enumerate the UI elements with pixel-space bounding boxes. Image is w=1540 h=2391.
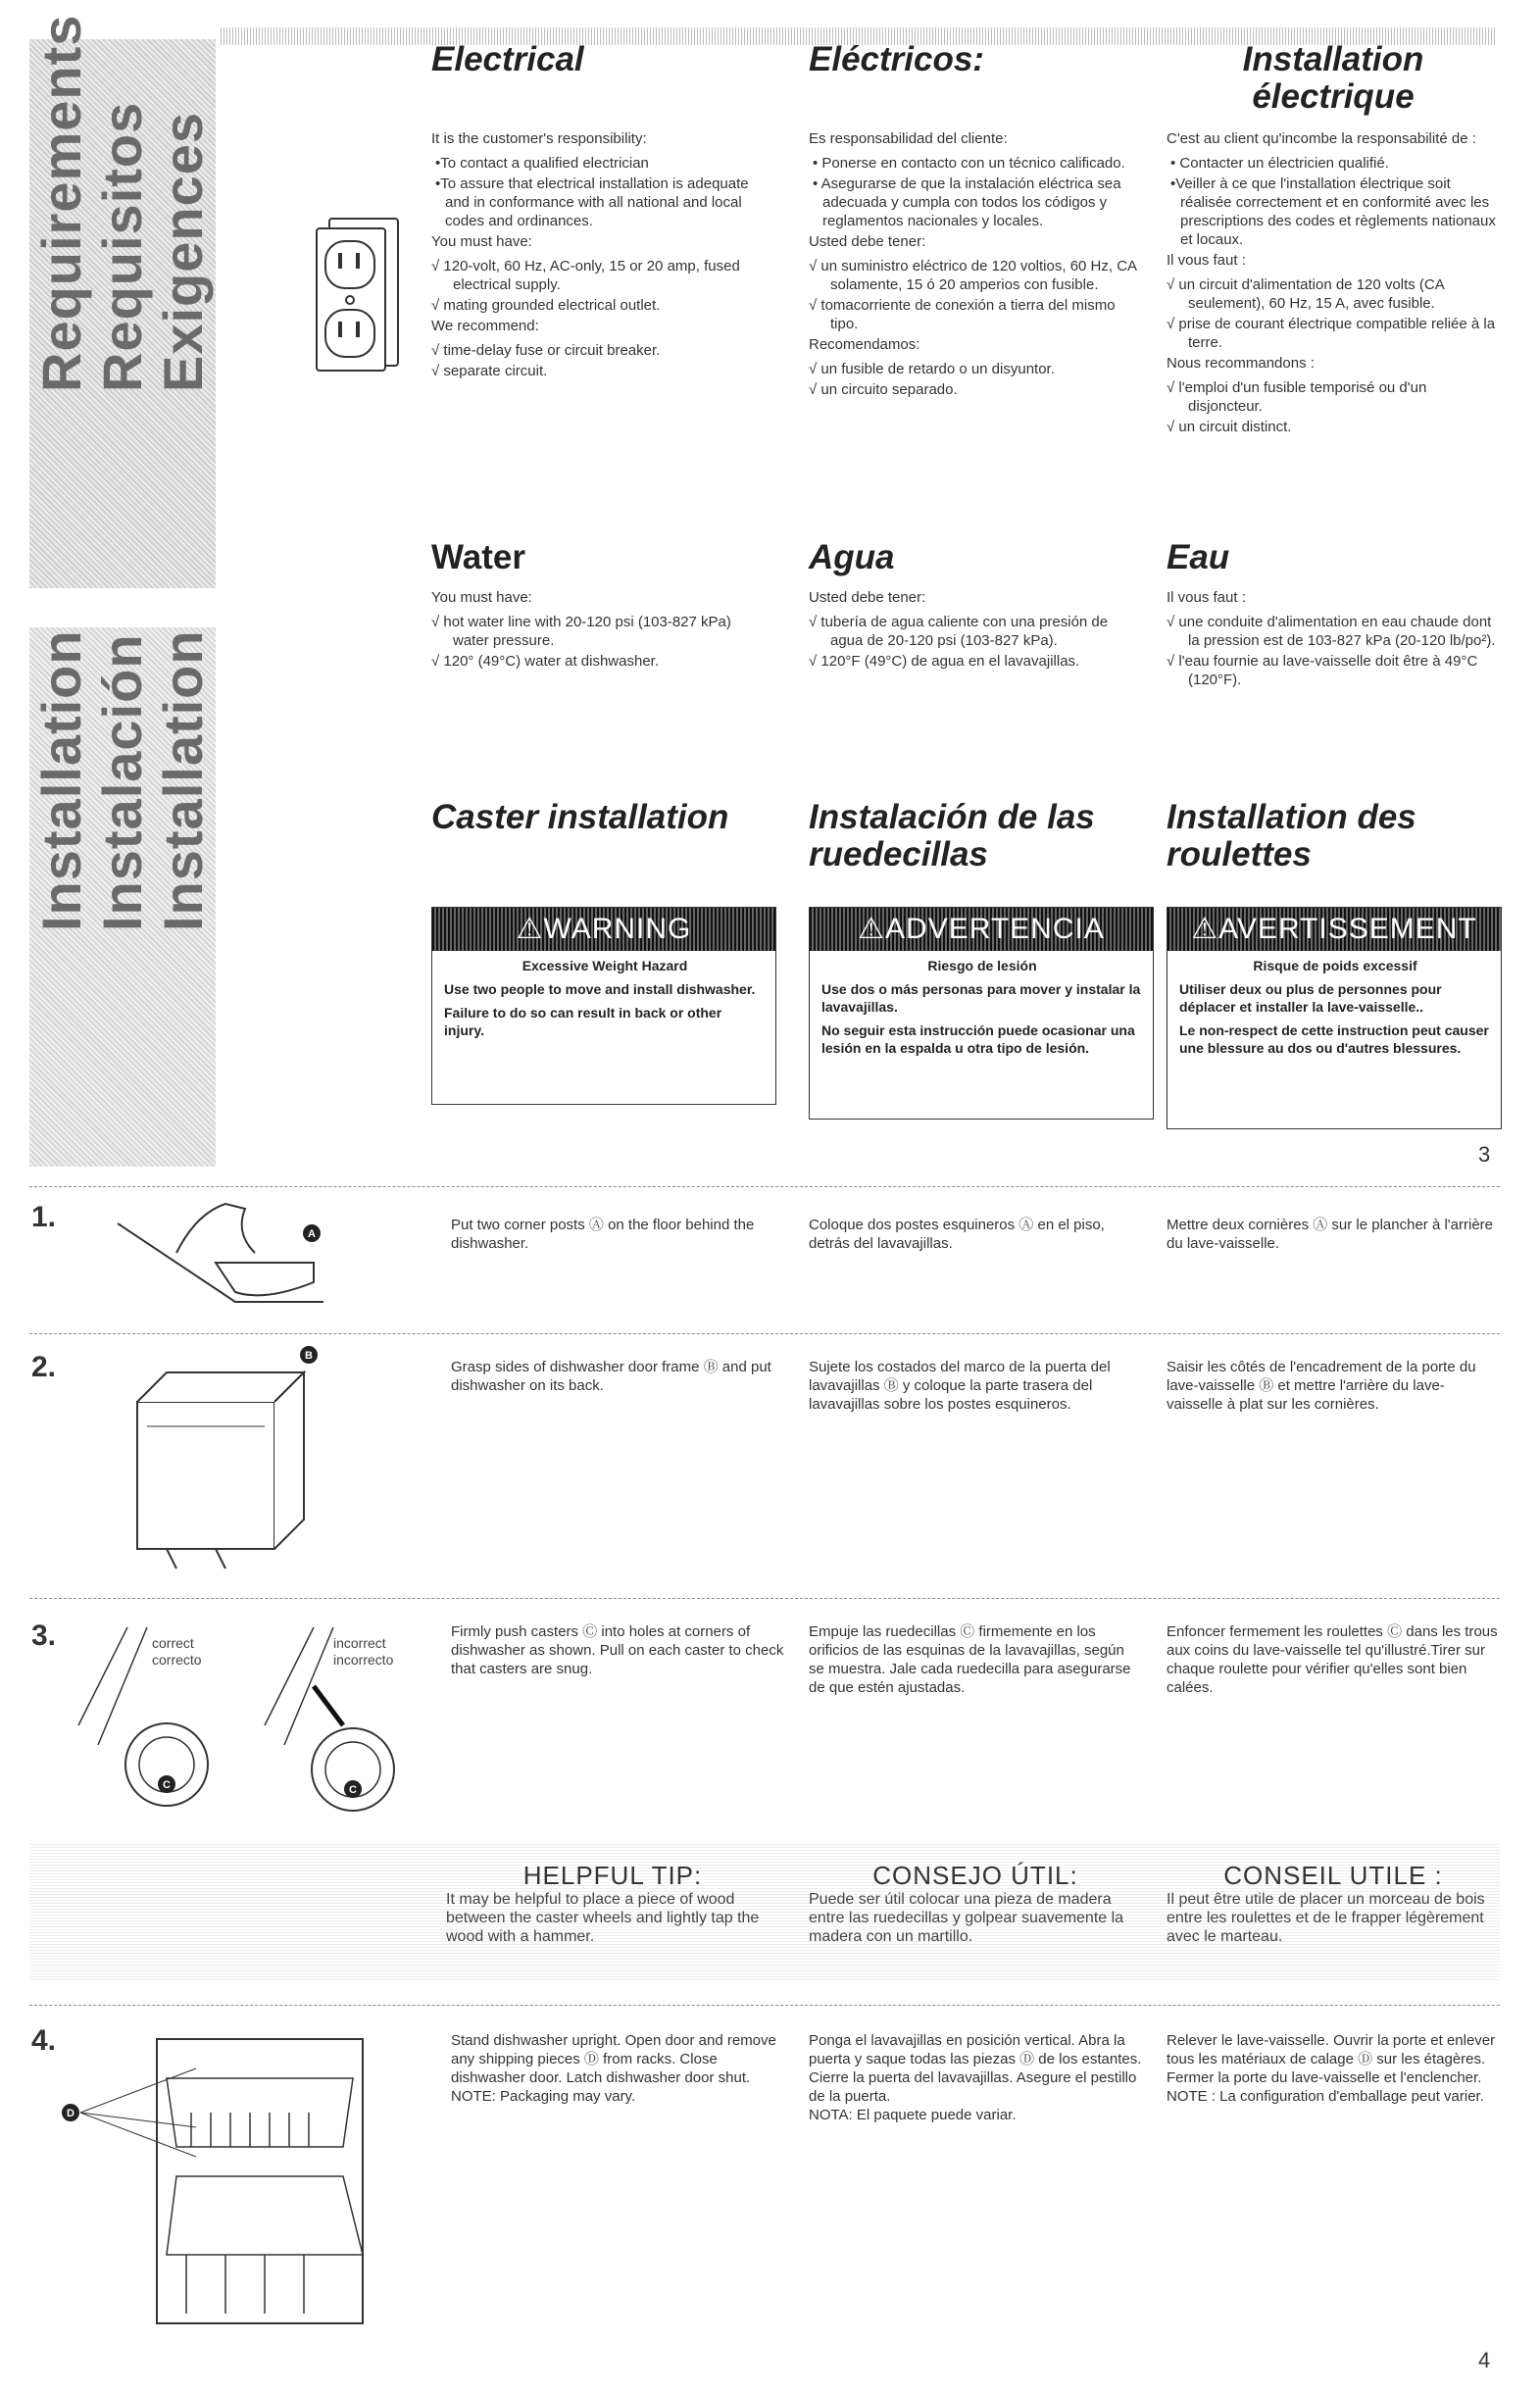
correct-text-en: correct xyxy=(152,1635,194,1651)
check-item: √ un fusible de retardo o un disyuntor. xyxy=(809,361,1055,377)
check-item: √ hot water line with 20-120 psi (103-827 kPa) water pressure. xyxy=(431,614,731,649)
electrical-heading-en: Electrical xyxy=(431,40,584,78)
section-sidebar xyxy=(29,14,216,1167)
check-item: √ un circuit distinct. xyxy=(1167,419,1292,435)
step-1-en: Put two corner posts Ⓐ on the floor behind the dishwasher. xyxy=(451,1217,755,1252)
check-item: √ tomacorriente de conexión a tierra del mismo tipo. xyxy=(809,297,1116,332)
page-number-bottom: 4 xyxy=(1478,2348,1491,2372)
recommend-label: Nous recommandons : xyxy=(1167,355,1315,372)
warning-line: Use two people to move and install dishwasher. xyxy=(444,981,756,997)
step-4-en-text: Stand dishwasher upright. Open door and remove any shipping pieces Ⓓ from racks. Close dishwasher door. Latch dishwasher door shut. xyxy=(451,2032,776,2086)
step-3-en: Firmly push casters Ⓒ into holes at corners of dishwasher as shown. Pull on each caster to check that casters are snug. xyxy=(451,1623,784,1677)
step-divider xyxy=(29,2005,1500,2006)
must-have-label: Usted debe tener: xyxy=(809,233,926,250)
warning-subtitle: Riesgo de lesión xyxy=(927,958,1037,973)
warning-line: Use dos o más personas para mover y instalar la lavavajillas. xyxy=(821,981,1141,1015)
check-item: √ l'emploi d'un fusible temporisé ou d'un disjoncteur. xyxy=(1167,379,1427,415)
callout-label: C xyxy=(163,1779,171,1791)
caster-heading-es: Instalación de las ruedecillas xyxy=(809,798,1095,873)
check-item: √ un circuito separado. xyxy=(809,381,958,398)
check-item: √ time-delay fuse or circuit breaker. xyxy=(431,342,661,359)
sidebar-word-requirements: Requirements xyxy=(30,14,92,392)
step-divider xyxy=(29,1186,1500,1187)
electrical-intro: Es responsabilidad del cliente: xyxy=(809,130,1008,147)
installation-tab xyxy=(29,627,216,1167)
correct-text-es: correcto xyxy=(152,1652,202,1668)
helpful-tip-fr xyxy=(1167,1861,1500,1946)
tip-body: Il peut être utile de placer un morceau de bois entre les roulettes et de le frapper légèrement avec le marteau. xyxy=(1167,1891,1485,1945)
water-text-fr xyxy=(1167,588,1500,691)
electrical-text-en xyxy=(431,129,765,382)
step-4-es-note: NOTA: El paquete puede variar. xyxy=(809,2107,1017,2123)
water-heading-en: Water xyxy=(431,538,525,576)
corner-post-illustration xyxy=(98,1194,333,1317)
warning-subtitle: Risque de poids excessif xyxy=(1253,958,1417,973)
bullet-item: • Ponerse en contacto con un técnico calificado. xyxy=(813,155,1125,172)
step-3-fr: Enfoncer fermement les roulettes Ⓒ dans les trous aux coins du lave-vaisselle tel qu'illustré.Tirer sur chaque roulette pour vérifier qu'elles sont bien calées. xyxy=(1167,1623,1498,1696)
bullet-item: • Contacter un électricien qualifié. xyxy=(1170,155,1389,172)
step-1-es: Coloque dos postes esquineros Ⓐ en el piso, detrás del lavavajillas. xyxy=(809,1217,1105,1252)
water-heading-es: Agua xyxy=(809,538,895,576)
step-2-es: Sujete los costados del marco de la puerta del lavavajillas Ⓑ y coloque la parte trasera del lavavajillas sobre los postes esquineros. xyxy=(809,1359,1111,1413)
bullet-item: • Asegurarse de que la instalación eléctrica sea adecuada y cumpla con todos los códigos y reglamentos nacionales y locales. xyxy=(813,175,1121,229)
step-divider xyxy=(29,1598,1500,1599)
page-number-top: 3 xyxy=(1478,1142,1491,1167)
bullet-item: •Veiller à ce que l'installation électrique soit réalisée correctement et en conformité avec les prescriptions des codes et règlements nationaux et locaux. xyxy=(1170,175,1496,248)
dishwasher-on-back-illustration xyxy=(108,1343,333,1578)
water-text-es xyxy=(809,588,1142,672)
check-item: √ mating grounded electrical outlet. xyxy=(431,297,661,314)
warning-title: ⚠AVERTISSEMENT xyxy=(1167,908,1501,951)
requirements-tab xyxy=(29,14,216,588)
warning-line: No seguir esta instrucción puede ocasionar una lesión en la espalda u otra tipo de lesión. xyxy=(821,1022,1135,1056)
callout-label: A xyxy=(308,1228,316,1240)
step-divider xyxy=(29,1333,1500,1334)
step-number: 4. xyxy=(31,2024,57,2057)
caster-heading-fr: Installation des roulettes xyxy=(1167,798,1416,873)
warning-box-fr xyxy=(1167,907,1502,1129)
callout-label: B xyxy=(305,1350,313,1362)
electrical-intro: C'est au client qu'incombe la responsabilité de : xyxy=(1167,130,1476,147)
sidebar-word-installation-en: Installation xyxy=(30,629,92,931)
check-item: √ prise de courant électrique compatible reliée à la terre. xyxy=(1167,316,1496,351)
tip-title: CONSEJO ÚTIL: xyxy=(872,1861,1078,1890)
electrical-text-fr xyxy=(1167,129,1500,438)
callout-label: D xyxy=(67,2108,75,2119)
recommend-label: Recomendamos: xyxy=(809,336,920,353)
step-4-es-text: Ponga el lavavajillas en posición vertical. Abra la puerta y saque todas las piezas Ⓓ de los estantes. Cierre la puerta del lavavajillas. Asegure el pestillo de la puerta. xyxy=(809,2032,1142,2105)
tip-body: It may be helpful to place a piece of wood between the caster wheels and lightly tap the wood with a hammer. xyxy=(446,1891,760,1945)
step-4-es xyxy=(809,2031,1142,2124)
electrical-outlet-illustration xyxy=(312,214,405,375)
must-have-label: Il vous faut : xyxy=(1167,589,1246,606)
check-item: √ 120°F (49°C) de agua en el lavavajillas. xyxy=(809,653,1080,670)
warning-line: Failure to do so can result in back or other injury. xyxy=(444,1005,722,1038)
step-4-en-note: NOTE: Packaging may vary. xyxy=(451,2088,636,2105)
warning-box-en xyxy=(431,907,776,1105)
tip-title: CONSEIL UTILE : xyxy=(1223,1861,1443,1890)
step-4-fr-text: Relever le lave-vaisselle. Ouvrir la porte et enlever tous les matériaux de calage Ⓓ sur les étagères. Fermer la porte du lave-vaisselle et l'enclencher. xyxy=(1167,2032,1496,2086)
sidebar-word-installation-fr: Installation xyxy=(152,629,214,931)
warning-line: Utiliser deux ou plus de personnes pour déplacer et installer la lave-vaisselle.. xyxy=(1179,981,1442,1015)
step-3-es: Empuje las ruedecillas Ⓒ firmemente en los orificios de las esquinas de la lavavajillas, según se muestra. Jale cada ruedecilla para asegurarse de que estén ajustadas. xyxy=(809,1623,1131,1696)
dishwasher-racks-illustration xyxy=(49,2019,373,2343)
electrical-intro: It is the customer's responsibility: xyxy=(431,130,647,147)
step-number: 2. xyxy=(31,1351,57,1383)
electrical-heading-es: Eléctricos: xyxy=(809,40,984,78)
caster-illustration xyxy=(59,1618,431,1823)
warning-subtitle: Excessive Weight Hazard xyxy=(522,958,688,973)
helpful-tip-en xyxy=(446,1861,779,1946)
check-item: √ 120-volt, 60 Hz, AC-only, 15 or 20 amp, fused electrical supply. xyxy=(431,258,740,293)
check-item: √ tubería de agua caliente con una presión de agua de 20-120 psi (103-827 kPa). xyxy=(809,614,1109,649)
step-4-fr xyxy=(1167,2031,1500,2106)
electrical-text-es xyxy=(809,129,1142,401)
incorrect-text-en: incorrect xyxy=(333,1635,386,1651)
callout-label: C xyxy=(349,1784,357,1796)
warning-title: ⚠ADVERTENCIA xyxy=(810,908,1153,951)
recommend-label: We recommend: xyxy=(431,318,539,334)
helpful-tip-es xyxy=(809,1861,1142,1946)
must-have-label: Il vous faut : xyxy=(1167,252,1246,269)
warning-title: ⚠WARNING xyxy=(432,908,775,951)
step-4-en xyxy=(451,2031,784,2106)
tip-title: HELPFUL TIP: xyxy=(522,1861,703,1890)
step-2-en: Grasp sides of dishwasher door frame Ⓑ and put dishwasher on its back. xyxy=(451,1359,771,1394)
check-item: √ un suministro eléctrico de 120 voltios, 60 Hz, CA solamente, 15 ó 20 amperios con fusible. xyxy=(809,258,1137,293)
check-item: √ 120° (49°C) water at dishwasher. xyxy=(431,653,660,670)
step-number: 1. xyxy=(31,1201,57,1233)
incorrect-text-es: incorrecto xyxy=(333,1652,394,1668)
bullet-item: •To assure that electrical installation is adequate and in conformance with all national and local codes and ordinances. xyxy=(435,175,749,229)
caster-heading-en: Caster installation xyxy=(431,798,729,836)
sidebar-word-requisitos: Requisitos xyxy=(91,101,153,392)
step-2-fr: Saisir les côtés de l'encadrement de la porte du lave-vaisselle Ⓑ et mettre l'arrière du lave-vaisselle à plat sur les cornières. xyxy=(1167,1359,1476,1413)
warning-box-es xyxy=(809,907,1154,1120)
bullet-item: •To contact a qualified electrician xyxy=(435,155,649,172)
must-have-label: You must have: xyxy=(431,589,532,606)
must-have-label: You must have: xyxy=(431,233,532,250)
sidebar-word-installation-es: Instalación xyxy=(91,633,153,931)
check-item: √ une conduite d'alimentation en eau chaude dont la pression est de 103-827 kPa (20-120 lb/po²). xyxy=(1167,614,1496,649)
check-item: √ un circuit d'alimentation de 120 volts (CA seulement), 60 Hz, 15 A, avec fusible. xyxy=(1167,276,1444,312)
sidebar-word-exigences: Exigences xyxy=(152,111,214,392)
water-heading-fr: Eau xyxy=(1167,538,1230,576)
check-item: √ l'eau fournie au lave-vaisselle doit être à 49°C (120°F). xyxy=(1167,653,1478,688)
step-4-fr-note: NOTE : La configuration d'emballage peut varier. xyxy=(1167,2088,1484,2105)
step-number: 3. xyxy=(31,1619,57,1652)
warning-line: Le non-respect de cette instruction peut causer une blessure au dos ou d'autres blessures. xyxy=(1179,1022,1489,1056)
check-item: √ separate circuit. xyxy=(431,363,548,379)
must-have-label: Usted debe tener: xyxy=(809,589,926,606)
water-text-en xyxy=(431,588,765,672)
electrical-heading-fr: Installation électrique xyxy=(1242,40,1424,116)
tip-body: Puede ser útil colocar una pieza de madera entre las ruedecillas y golpear suavemente la madera con un martillo. xyxy=(809,1891,1124,1945)
step-1-fr: Mettre deux cornières Ⓐ sur le plancher à l'arrière du lave-vaisselle. xyxy=(1167,1217,1494,1252)
